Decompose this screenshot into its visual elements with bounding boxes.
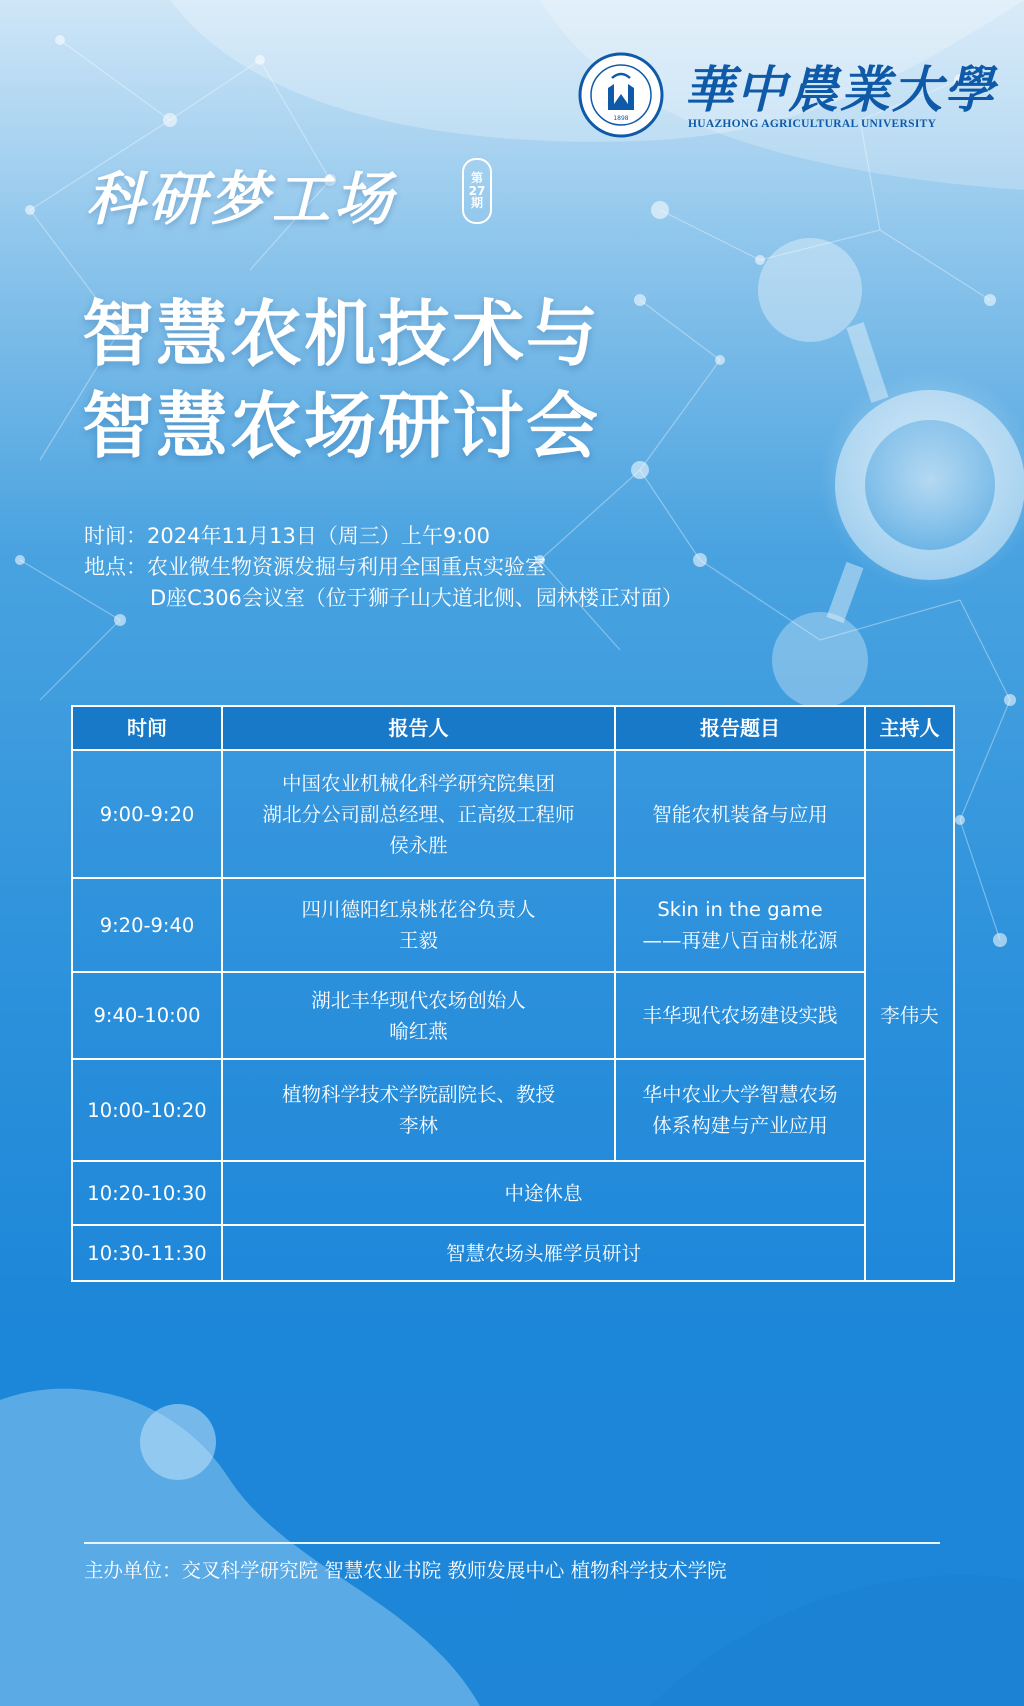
footer-divider (84, 1542, 940, 1544)
seal-year: 1898 (613, 115, 629, 122)
speaker-line: 李林 (398, 1114, 438, 1137)
organizers-text: 主办单位：交叉科学研究院 智慧农业书院 教师发展中心 植物科学技术学院 (84, 1559, 727, 1582)
speaker-line: 湖北丰华现代农场创始人 (311, 988, 526, 1012)
discussion-cell: 智慧农场头雁学员研讨 (222, 1225, 865, 1281)
time-value: 2024年11月13日（周三）上午9:00 (147, 524, 491, 548)
time-cell: 9:40-10:00 (72, 972, 222, 1059)
speaker-line: 喻红燕 (389, 1019, 448, 1043)
table-header-row (72, 706, 954, 750)
time-label: 时间： (84, 524, 147, 548)
speaker-line: 王毅 (398, 929, 438, 952)
speaker-cell (222, 750, 615, 878)
place-row (84, 552, 683, 583)
time-cell: 10:00-10:20 (72, 1059, 222, 1161)
event-info (84, 521, 683, 614)
topic-line: 体系构建与产业应用 (652, 1114, 828, 1137)
topic-cell (615, 1059, 865, 1161)
speaker-line: 植物科学技术学院副院长、教授 (281, 1083, 555, 1106)
topic-line: 华中农业大学智慧农场 (642, 1083, 838, 1106)
topic-cell (615, 972, 865, 1059)
speaker-cell (222, 972, 615, 1059)
header-topic: 报告题目 (615, 706, 865, 750)
time-cell: 10:30-11:30 (72, 1225, 222, 1281)
header-host: 主持人 (865, 706, 954, 750)
time-row (84, 521, 683, 552)
speaker-line: 湖北分公司副总经理、正高级工程师 (262, 802, 575, 826)
place-label: 地点： (84, 555, 147, 579)
speaker-cell (222, 1059, 615, 1161)
topic-line: 丰华现代农场建设实践 (642, 1004, 838, 1027)
speaker-line: 四川德阳红泉桃花谷负责人 (301, 898, 536, 921)
place-line-2: D座C306会议室（位于狮子山大道北侧、园林楼正对面） (150, 586, 683, 610)
title-line-2: 智慧农场研讨会 (82, 384, 601, 468)
header-speaker: 报告人 (222, 706, 615, 750)
host-cell: 李伟夫 (865, 750, 954, 1281)
place-line-1: 农业微生物资源发掘与利用全国重点实验室 (147, 555, 546, 579)
table-row (72, 1161, 954, 1225)
break-cell: 中途休息 (222, 1161, 865, 1225)
table-row (72, 1225, 954, 1281)
series-name: 科研梦工场 (86, 165, 397, 233)
topic-cell (615, 878, 865, 972)
issue-suffix: 期 (470, 196, 483, 211)
table-row (72, 750, 954, 878)
header-time: 时间 (72, 706, 222, 750)
topic-line: 智能农机装备与应用 (652, 802, 828, 826)
university-logo (578, 50, 996, 140)
speaker-line: 中国农业机械化科学研究院集团 (281, 771, 555, 795)
title-line-1: 智慧农机技术与 (82, 292, 601, 376)
speaker-cell (222, 878, 615, 972)
university-name-cn: 華中農業大學 (684, 60, 996, 119)
topic-line: Skin in the game (657, 898, 823, 921)
time-cell: 9:00-9:20 (72, 750, 222, 878)
topic-cell (615, 750, 865, 878)
table-row (72, 878, 954, 972)
table-row (72, 1059, 954, 1161)
issue-badge (462, 158, 492, 224)
university-name-en: HUAZHONG AGRICULTURAL UNIVERSITY (688, 118, 937, 130)
university-seal-icon (578, 52, 664, 138)
issue-prefix: 第 (470, 171, 483, 186)
time-cell: 9:20-9:40 (72, 878, 222, 972)
topic-line: ——再建八百亩桃花源 (642, 929, 838, 952)
issue-number: 27 (468, 183, 486, 198)
event-title (82, 288, 600, 472)
place-row-2 (84, 583, 683, 614)
time-cell: 10:20-10:30 (72, 1161, 222, 1225)
speaker-line: 侯永胜 (389, 833, 448, 857)
schedule-table (71, 705, 955, 1282)
table-row (72, 972, 954, 1059)
